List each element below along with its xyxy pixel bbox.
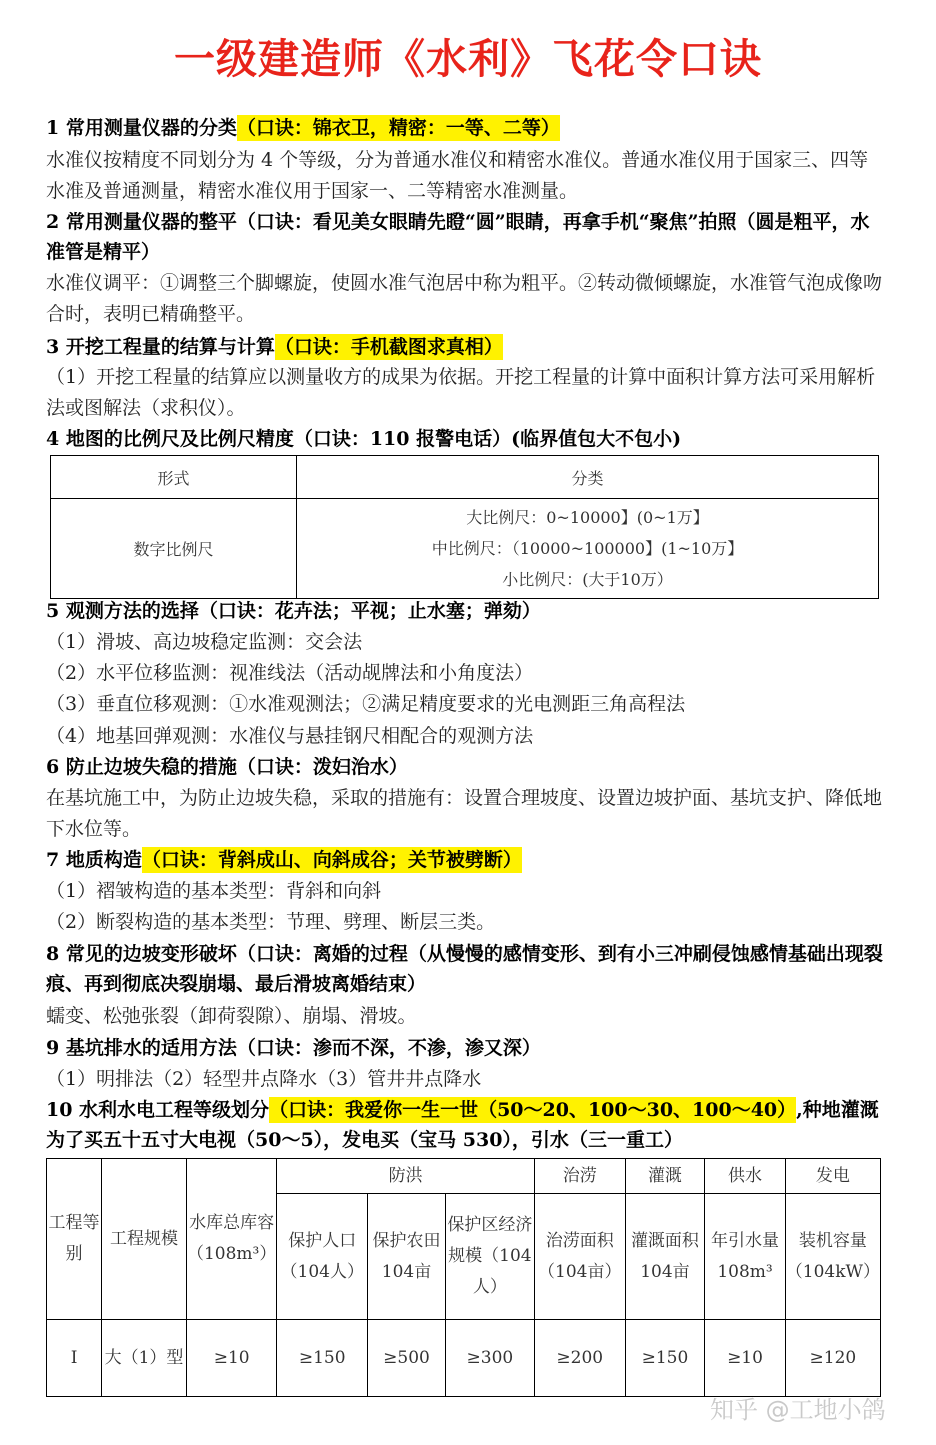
grade-table-header-reservoir: 水库总库容（108m³） [186,1159,276,1320]
grade-table-header-flood: 防洪 [277,1159,535,1194]
scale-table-header-class: 分类 [297,456,879,499]
section-7-title: 7 地质构造 [46,849,142,871]
page-title: 一级建造师《水利》飞花令口诀 [174,35,762,83]
section-7-item: （1）褶皱构造的基本类型：背斜和向斜 [46,880,382,902]
section-4-heading: 4 地图的比例尺及比例尺精度（口诀：110 报警电话）(临界值包大不包小) [46,428,682,450]
section-10-heading [46,1095,886,1155]
section-6-heading: 6 防止边坡失稳的措施（口诀：泼妇治水） [46,756,408,778]
grade-table-cell: ≥200 [534,1320,625,1397]
grade-table-header-grade: 工程等别 [47,1159,102,1320]
scale-large: 大比例尺：0~10000】(0~1万】 [466,508,709,527]
scale-table-scales [297,499,879,599]
grade-table-cell: ≥10 [705,1320,786,1397]
scale-table-row-label: 数字比例尺 [51,499,297,599]
section-1-body: 水准仪按精度不同划分为 4 个等级，分为普通水准仪和精密水准仪。普通水准仪用于国家三、四等水准及普通测量，精密水准仪用于国家一、二等精密水准测量。 [46,149,869,202]
section-7-item: （2）断裂构造的基本类型：节理、劈理、断层三类。 [46,911,496,933]
watermark: 知乎 @工地小鸽 [710,1396,886,1424]
section-9-heading: 9 基坑排水的适用方法（口诀：渗而不深，不渗，渗又深） [46,1037,541,1059]
section-8-body: 蠕变、松弛张裂（卸荷裂隙）、崩塌、滑坡。 [46,1005,417,1027]
grade-table-sub-water: 年引水量108m³ [705,1194,786,1320]
section-5-item: （4）地基回弹观测：水准仪与悬挂钢尺相配合的观测方法 [46,725,534,747]
section-7-heading [46,845,522,875]
grade-table-sub-econ: 保护区经济规模（104人） [445,1194,534,1320]
grade-table-cell: ≥300 [445,1320,534,1397]
grade-table-cell: ≥120 [785,1320,880,1397]
grade-table [46,1158,881,1397]
section-5-item: （2）水平位移监测：视准线法（活动觇牌法和小角度法） [46,662,534,684]
section-5-item: （3）垂直位移观测：①水准观测法；②满足精度要求的光电测距三角高程法 [46,693,686,715]
section-2-body: 水准仪调平：①调整三个脚螺旋，使圆水准气泡居中称为粗平。②转动微倾螺旋，水准管气泡成像吻合时，表明已精确整平。 [46,272,883,325]
section-9-body: （1）明排法（2）轻型井点降水（3）管井井点降水 [46,1068,482,1090]
table-row [47,1320,881,1397]
grade-table-cell: ≥150 [625,1320,705,1397]
grade-table-header-drain: 治涝 [534,1159,625,1194]
grade-table-sub-capacity: 装机容量（104kW） [785,1194,880,1320]
grade-table-cell: ≥10 [186,1320,276,1397]
grade-table-cell: Ⅰ [47,1320,102,1397]
section-5-item: （1）滑坡、高边坡稳定监测：交会法 [46,631,363,653]
grade-table-cell: 大（1）型 [102,1320,187,1397]
grade-table-cell: ≥150 [277,1320,368,1397]
grade-table-header-supply: 供水 [705,1159,786,1194]
section-1-mnemonic: （口诀：锦衣卫，精密：一等、二等） [236,117,560,139]
section-7-mnemonic: （口诀：背斜成山、向斜成谷；关节被劈断） [141,849,522,871]
section-8-heading: 8 常见的边坡变形破坏（口诀：离婚的过程（从慢慢的感情变形、到有小三冲刷侵蚀感情基础出现裂痕、再到彻底决裂崩塌、最后滑坡离婚结束） [46,943,883,995]
grade-table-header-irrig: 灌溉 [625,1159,705,1194]
section-6-body: 在基坑施工中，为防止边坡失稳，采取的措施有：设置合理坡度、设置边坡护面、基坑支护、降低地下水位等。 [46,787,883,840]
grade-table-sub-pop: 保护人口（104人） [277,1194,368,1320]
section-10-mnemonic: （口诀：我爱你一生一世（50～20、100～30、100～40） [269,1099,797,1121]
scale-table [50,455,879,599]
section-3-body: （1）开挖工程量的结算应以测量收方的成果为依据。开挖工程量的计算中面积计算方法可采用解析法或图解法（求积仪）。 [46,366,876,419]
section-3-heading [46,332,503,362]
grade-table-cell: ≥500 [368,1320,446,1397]
grade-table-sub-drain-area: 治涝面积（104亩） [534,1194,625,1320]
grade-table-sub-farm: 保护农田104亩 [368,1194,446,1320]
section-10-title: 10 水利水电工程等级划分 [46,1099,270,1121]
grade-table-sub-irrig-area: 灌溉面积104亩 [625,1194,705,1320]
grade-table-header-power: 发电 [785,1159,880,1194]
scale-table-header-form: 形式 [51,456,297,499]
scale-small: 小比例尺：(大于10万） [502,570,673,589]
section-3-title: 3 开挖工程量的结算与计算 [46,336,275,358]
section-2-heading: 2 常用测量仪器的整平（口诀：看见美女眼睛先瞪“圆”眼睛，再拿手机“聚焦”拍照（圆是粗平，水准管是精平） [46,211,870,263]
section-10-tail: ,种地灌溉为了买五十五寸大电视（50～5），发电买（宝马 530），引水（三一重工） [46,1099,879,1151]
scale-medium: 中比例尺：（10000~100000】(1~10万】 [431,539,744,558]
section-1-title: 1 常用测量仪器的分类 [46,117,237,139]
section-3-mnemonic: （口诀：手机截图求真相） [274,336,503,358]
section-5-heading: 5 观测方法的选择（口诀：花卉法；平视；止水塞；弹劾） [46,600,541,622]
section-1-heading [46,113,560,143]
grade-table-header-scale: 工程规模 [102,1159,187,1320]
